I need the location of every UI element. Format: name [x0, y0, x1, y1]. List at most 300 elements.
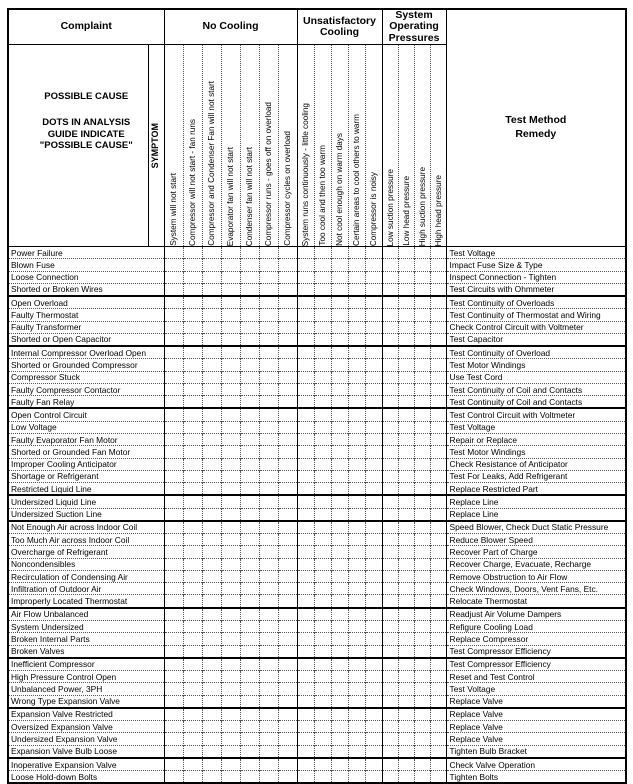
symptom-dot-cell — [414, 296, 430, 309]
symptom-dot-cell — [202, 259, 221, 271]
remedy-cell: Replace Valve — [446, 721, 626, 733]
symptom-dot-cell — [414, 645, 430, 658]
symptom-dot-cell — [278, 583, 297, 595]
symptom-dot-cell — [314, 721, 331, 733]
symptom-dot-cell — [240, 721, 259, 733]
symptom-label: Low suction pressure — [385, 168, 395, 246]
symptom-dot-cell — [382, 570, 398, 582]
symptom-header-15 — [414, 45, 430, 247]
cause-cell: Air Flow Unbalanced — [8, 608, 164, 621]
symptom-dot-cell — [365, 283, 382, 296]
symptom-dot-cell — [398, 671, 414, 683]
symptom-dot-cell — [240, 633, 259, 645]
symptom-dot-cell — [414, 721, 430, 733]
symptom-axis-label: SYMPTOM — [150, 122, 161, 169]
symptom-dot-cell — [183, 534, 202, 546]
symptom-dot-cell — [240, 321, 259, 333]
symptom-dot-cell — [297, 508, 314, 521]
symptom-dot-cell — [240, 421, 259, 433]
symptom-dot-cell — [414, 495, 430, 508]
symptom-dot-cell — [331, 408, 348, 421]
symptom-dot-cell — [221, 558, 240, 570]
symptom-dot-cell — [259, 733, 278, 745]
symptom-dot-cell — [183, 421, 202, 433]
symptom-dot-cell — [278, 446, 297, 458]
symptom-axis-strip — [148, 45, 164, 246]
symptom-dot-cell — [382, 346, 398, 359]
symptom-dot-cell — [365, 620, 382, 632]
symptom-dot-cell — [278, 521, 297, 534]
symptom-dot-cell — [278, 321, 297, 333]
symptom-label: High suction pressure — [417, 166, 427, 246]
symptom-dot-cell — [240, 333, 259, 346]
symptom-dot-cell — [382, 333, 398, 346]
symptom-dot-cell — [314, 645, 331, 658]
symptom-dot-cell — [278, 570, 297, 582]
symptom-dot-cell — [314, 708, 331, 721]
cause-cell: Broken Valves — [8, 645, 164, 658]
cause-cell: Loose Connection — [8, 271, 164, 283]
symptom-dot-cell — [331, 333, 348, 346]
symptom-dot-cell — [183, 708, 202, 721]
symptom-dot-cell — [278, 421, 297, 433]
remedy-cell: Readjust Air Volume Dampers — [446, 608, 626, 621]
symptom-label: Compressor runs - goes off on overload — [264, 101, 273, 246]
symptom-dot-cell — [278, 359, 297, 371]
symptom-dot-cell — [314, 583, 331, 595]
symptom-label: Compressor will not start - fan runs — [188, 119, 197, 246]
symptom-dot-cell — [240, 247, 259, 259]
symptom-dot-cell — [382, 671, 398, 683]
symptom-dot-cell — [430, 446, 446, 458]
symptom-dot-cell — [414, 446, 430, 458]
symptom-dot-cell — [331, 458, 348, 470]
symptom-dot-cell — [430, 570, 446, 582]
symptom-dot-cell — [398, 470, 414, 482]
symptom-dot-cell — [240, 396, 259, 409]
symptom-dot-cell — [297, 546, 314, 558]
symptom-dot-cell — [221, 633, 240, 645]
symptom-dot-cell — [259, 595, 278, 608]
symptom-dot-cell — [414, 745, 430, 758]
symptom-dot-cell — [314, 658, 331, 671]
symptom-dot-cell — [414, 733, 430, 745]
symptom-dot-cell — [414, 421, 430, 433]
symptom-dot-cell — [398, 309, 414, 321]
symptom-dot-cell — [430, 721, 446, 733]
symptom-dot-cell — [164, 546, 183, 558]
cause-cell: Restricted Liquid Line — [8, 483, 164, 496]
symptom-dot-cell — [221, 259, 240, 271]
header-group-row — [8, 9, 626, 45]
symptom-dot-cell — [430, 745, 446, 758]
symptom-dot-cell — [278, 371, 297, 383]
symptom-dot-cell — [164, 595, 183, 608]
symptom-dot-cell — [382, 534, 398, 546]
symptom-dot-cell — [297, 570, 314, 582]
symptom-dot-cell — [183, 733, 202, 745]
troubleshooting-matrix — [7, 8, 627, 784]
symptom-dot-cell — [348, 271, 365, 283]
symptom-dot-cell — [365, 570, 382, 582]
symptom-dot-cell — [365, 608, 382, 621]
symptom-dot-cell — [259, 620, 278, 632]
symptom-dot-cell — [202, 583, 221, 595]
symptom-dot-cell — [414, 771, 430, 784]
symptom-dot-cell — [221, 408, 240, 421]
symptom-dot-cell — [314, 321, 331, 333]
symptom-dot-cell — [183, 408, 202, 421]
symptom-dot-cell — [183, 595, 202, 608]
symptom-dot-cell — [202, 458, 221, 470]
symptom-dot-cell — [164, 771, 183, 784]
remedy-cell: Reset and Test Control — [446, 671, 626, 683]
symptom-dot-cell — [278, 771, 297, 784]
symptom-dot-cell — [398, 458, 414, 470]
symptom-dot-cell — [314, 333, 331, 346]
symptom-dot-cell — [414, 671, 430, 683]
symptom-dot-cell — [164, 495, 183, 508]
symptom-dot-cell — [365, 359, 382, 371]
remedy-cell: Test Continuity of Thermostat and Wiring — [446, 309, 626, 321]
symptom-dot-cell — [297, 396, 314, 409]
symptom-dot-cell — [382, 645, 398, 658]
table-row — [8, 534, 626, 546]
symptom-dot-cell — [414, 346, 430, 359]
symptom-dot-cell — [398, 733, 414, 745]
symptom-dot-cell — [314, 470, 331, 482]
analysis-note-line2: GUIDE INDICATE — [47, 128, 125, 140]
symptom-dot-cell — [365, 733, 382, 745]
symptom-dot-cell — [430, 296, 446, 309]
symptom-dot-cell — [259, 745, 278, 758]
symptom-dot-cell — [164, 721, 183, 733]
symptom-dot-cell — [398, 321, 414, 333]
symptom-dot-cell — [183, 383, 202, 395]
symptom-dot-cell — [382, 721, 398, 733]
symptom-dot-cell — [259, 534, 278, 546]
symptom-dot-cell — [183, 359, 202, 371]
symptom-dot-cell — [331, 583, 348, 595]
table-row — [8, 683, 626, 695]
symptom-dot-cell — [164, 458, 183, 470]
symptom-label: Evaporator fan will not start — [226, 146, 235, 246]
symptom-header-2 — [183, 45, 202, 247]
symptom-dot-cell — [259, 421, 278, 433]
symptom-dot-cell — [183, 495, 202, 508]
cause-cell: Undersized Liquid Line — [8, 495, 164, 508]
symptom-dot-cell — [314, 296, 331, 309]
symptom-dot-cell — [202, 721, 221, 733]
cause-cell: Not Enough Air across Indoor Coil — [8, 521, 164, 534]
table-row — [8, 658, 626, 671]
symptom-dot-cell — [259, 309, 278, 321]
symptom-dot-cell — [348, 371, 365, 383]
symptom-dot-cell — [365, 383, 382, 395]
symptom-dot-cell — [314, 346, 331, 359]
symptom-dot-cell — [183, 371, 202, 383]
cause-cell: Unbalanced Power, 3PH — [8, 683, 164, 695]
symptom-dot-cell — [382, 396, 398, 409]
symptom-dot-cell — [382, 733, 398, 745]
symptom-dot-cell — [430, 683, 446, 695]
symptom-dot-cell — [183, 558, 202, 570]
cause-cell: Internal Compressor Overload Open — [8, 346, 164, 359]
symptom-dot-cell — [382, 371, 398, 383]
remedy-cell: Tighten Bolts — [446, 771, 626, 784]
table-row — [8, 333, 626, 346]
symptom-dot-cell — [278, 259, 297, 271]
symptom-dot-cell — [348, 658, 365, 671]
symptom-dot-cell — [430, 558, 446, 570]
cause-cell: Inefficient Compressor — [8, 658, 164, 671]
symptom-dot-cell — [202, 671, 221, 683]
table-row — [8, 421, 626, 433]
table-row — [8, 271, 626, 283]
symptom-dot-cell — [348, 333, 365, 346]
symptom-dot-cell — [259, 396, 278, 409]
remedy-cell: Test For Leaks, Add Refrigerant — [446, 470, 626, 482]
symptom-label: Compressor is noisy — [369, 171, 379, 246]
symptom-dot-cell — [202, 359, 221, 371]
symptom-dot-cell — [398, 333, 414, 346]
symptom-dot-cell — [314, 521, 331, 534]
symptom-dot-cell — [331, 570, 348, 582]
cause-cell: Shorted or Grounded Compressor — [8, 359, 164, 371]
symptom-dot-cell — [398, 558, 414, 570]
symptom-dot-cell — [382, 421, 398, 433]
symptom-dot-cell — [331, 658, 348, 671]
cause-cell: Shorted or Broken Wires — [8, 283, 164, 296]
symptom-dot-cell — [297, 534, 314, 546]
symptom-dot-cell — [430, 695, 446, 708]
symptom-dot-cell — [183, 321, 202, 333]
symptom-dot-cell — [430, 470, 446, 482]
symptom-dot-cell — [297, 645, 314, 658]
symptom-dot-cell — [183, 658, 202, 671]
symptom-dot-cell — [348, 683, 365, 695]
symptom-header-5 — [240, 45, 259, 247]
symptom-dot-cell — [259, 771, 278, 784]
symptom-dot-cell — [240, 283, 259, 296]
symptom-dot-cell — [382, 247, 398, 259]
symptom-dot-cell — [221, 708, 240, 721]
symptom-dot-cell — [314, 595, 331, 608]
symptom-dot-cell — [297, 771, 314, 784]
symptom-dot-cell — [202, 396, 221, 409]
symptom-dot-cell — [297, 495, 314, 508]
remedy-cell: Recover Charge, Evacuate, Recharge — [446, 558, 626, 570]
symptom-dot-cell — [164, 283, 183, 296]
symptom-dot-cell — [259, 633, 278, 645]
symptom-dot-cell — [398, 446, 414, 458]
symptom-dot-cell — [348, 458, 365, 470]
symptom-dot-cell — [398, 483, 414, 496]
possible-cause-title: POSSIBLE CAUSE — [44, 90, 129, 102]
symptom-dot-cell — [183, 620, 202, 632]
symptom-dot-cell — [164, 521, 183, 534]
cause-cell: Power Failure — [8, 247, 164, 259]
symptom-dot-cell — [348, 247, 365, 259]
symptom-dot-cell — [259, 359, 278, 371]
symptom-dot-cell — [365, 408, 382, 421]
symptom-dot-cell — [398, 521, 414, 534]
symptom-dot-cell — [297, 721, 314, 733]
symptom-dot-cell — [348, 283, 365, 296]
remedy-header-line1: Test Method — [505, 114, 567, 127]
table-row — [8, 546, 626, 558]
symptom-dot-cell — [259, 371, 278, 383]
symptom-dot-cell — [314, 383, 331, 395]
symptom-dot-cell — [164, 309, 183, 321]
symptom-dot-cell — [164, 321, 183, 333]
symptom-dot-cell — [297, 271, 314, 283]
symptom-dot-cell — [314, 633, 331, 645]
table-row — [8, 259, 626, 271]
symptom-dot-cell — [430, 259, 446, 271]
cause-cell: Faulty Fan Relay — [8, 396, 164, 409]
symptom-dot-cell — [221, 733, 240, 745]
symptom-dot-cell — [183, 546, 202, 558]
symptom-dot-cell — [314, 508, 331, 521]
symptom-dot-cell — [183, 283, 202, 296]
symptom-dot-cell — [240, 508, 259, 521]
symptom-dot-cell — [164, 433, 183, 445]
group-header-1: Unsatisfactory Cooling — [297, 9, 382, 45]
symptom-dot-cell — [221, 645, 240, 658]
symptom-dot-cell — [430, 583, 446, 595]
symptom-dot-cell — [240, 671, 259, 683]
symptom-dot-cell — [297, 633, 314, 645]
symptom-dot-cell — [398, 645, 414, 658]
symptom-dot-cell — [278, 408, 297, 421]
symptom-dot-cell — [240, 359, 259, 371]
symptom-dot-cell — [365, 346, 382, 359]
symptom-dot-cell — [348, 695, 365, 708]
symptom-dot-cell — [382, 359, 398, 371]
symptom-dot-cell — [331, 534, 348, 546]
symptom-dot-cell — [202, 695, 221, 708]
symptom-dot-cell — [331, 608, 348, 621]
remedy-cell: Test Capacitor — [446, 333, 626, 346]
symptom-dot-cell — [398, 296, 414, 309]
symptom-dot-cell — [221, 508, 240, 521]
symptom-dot-cell — [331, 346, 348, 359]
symptom-dot-cell — [314, 446, 331, 458]
symptom-dot-cell — [348, 608, 365, 621]
symptom-dot-cell — [164, 446, 183, 458]
symptom-dot-cell — [430, 645, 446, 658]
symptom-dot-cell — [278, 608, 297, 621]
remedy-cell: Remove Obstruction to Air Flow — [446, 570, 626, 582]
symptom-dot-cell — [278, 721, 297, 733]
symptom-dot-cell — [259, 758, 278, 771]
symptom-dot-cell — [164, 483, 183, 496]
symptom-dot-cell — [259, 583, 278, 595]
symptom-dot-cell — [430, 508, 446, 521]
symptom-dot-cell — [382, 658, 398, 671]
symptom-dot-cell — [398, 408, 414, 421]
symptom-dot-cell — [414, 534, 430, 546]
symptom-dot-cell — [348, 309, 365, 321]
symptom-dot-cell — [221, 359, 240, 371]
table-row — [8, 309, 626, 321]
symptom-dot-cell — [183, 583, 202, 595]
symptom-dot-cell — [221, 546, 240, 558]
symptom-dot-cell — [183, 721, 202, 733]
symptom-dot-cell — [164, 383, 183, 395]
table-row — [8, 470, 626, 482]
symptom-dot-cell — [259, 558, 278, 570]
symptom-dot-cell — [240, 683, 259, 695]
symptom-dot-cell — [348, 383, 365, 395]
symptom-dot-cell — [278, 758, 297, 771]
table-row — [8, 583, 626, 595]
symptom-dot-cell — [382, 595, 398, 608]
symptom-dot-cell — [221, 721, 240, 733]
symptom-dot-cell — [164, 296, 183, 309]
cause-cell: Noncondensibles — [8, 558, 164, 570]
symptom-dot-cell — [278, 458, 297, 470]
symptom-dot-cell — [164, 645, 183, 658]
symptom-dot-cell — [430, 321, 446, 333]
remedy-cell: Replace Restricted Part — [446, 483, 626, 496]
symptom-dot-cell — [331, 470, 348, 482]
symptom-dot-cell — [314, 671, 331, 683]
symptom-dot-cell — [331, 508, 348, 521]
symptom-dot-cell — [202, 658, 221, 671]
symptom-header-10 — [331, 45, 348, 247]
symptom-dot-cell — [202, 296, 221, 309]
symptom-dot-cell — [314, 371, 331, 383]
symptom-dot-cell — [221, 608, 240, 621]
symptom-dot-cell — [365, 534, 382, 546]
symptom-dot-cell — [240, 521, 259, 534]
remedy-cell: Test Continuity of Coil and Contacts — [446, 383, 626, 395]
symptom-dot-cell — [240, 433, 259, 445]
symptom-dot-cell — [382, 683, 398, 695]
symptom-dot-cell — [398, 771, 414, 784]
cause-cell: Undersized Suction Line — [8, 508, 164, 521]
symptom-dot-cell — [314, 483, 331, 496]
symptom-dot-cell — [430, 595, 446, 608]
symptom-dot-cell — [221, 283, 240, 296]
symptom-dot-cell — [202, 483, 221, 496]
symptom-dot-cell — [314, 259, 331, 271]
symptom-dot-cell — [348, 408, 365, 421]
symptom-dot-cell — [314, 558, 331, 570]
symptom-dot-cell — [202, 558, 221, 570]
symptom-dot-cell — [240, 259, 259, 271]
symptom-dot-cell — [164, 421, 183, 433]
symptom-dot-cell — [314, 771, 331, 784]
symptom-dot-cell — [259, 259, 278, 271]
symptom-dot-cell — [430, 671, 446, 683]
symptom-dot-cell — [331, 446, 348, 458]
symptom-dot-cell — [398, 495, 414, 508]
symptom-dot-cell — [297, 708, 314, 721]
symptom-dot-cell — [430, 758, 446, 771]
symptom-dot-cell — [398, 283, 414, 296]
symptom-dot-cell — [430, 271, 446, 283]
symptom-dot-cell — [331, 271, 348, 283]
symptom-dot-cell — [278, 396, 297, 409]
table-row — [8, 408, 626, 421]
symptom-dot-cell — [221, 333, 240, 346]
symptom-dot-cell — [348, 771, 365, 784]
symptom-dot-cell — [240, 695, 259, 708]
cause-cell: Faulty Transformer — [8, 321, 164, 333]
